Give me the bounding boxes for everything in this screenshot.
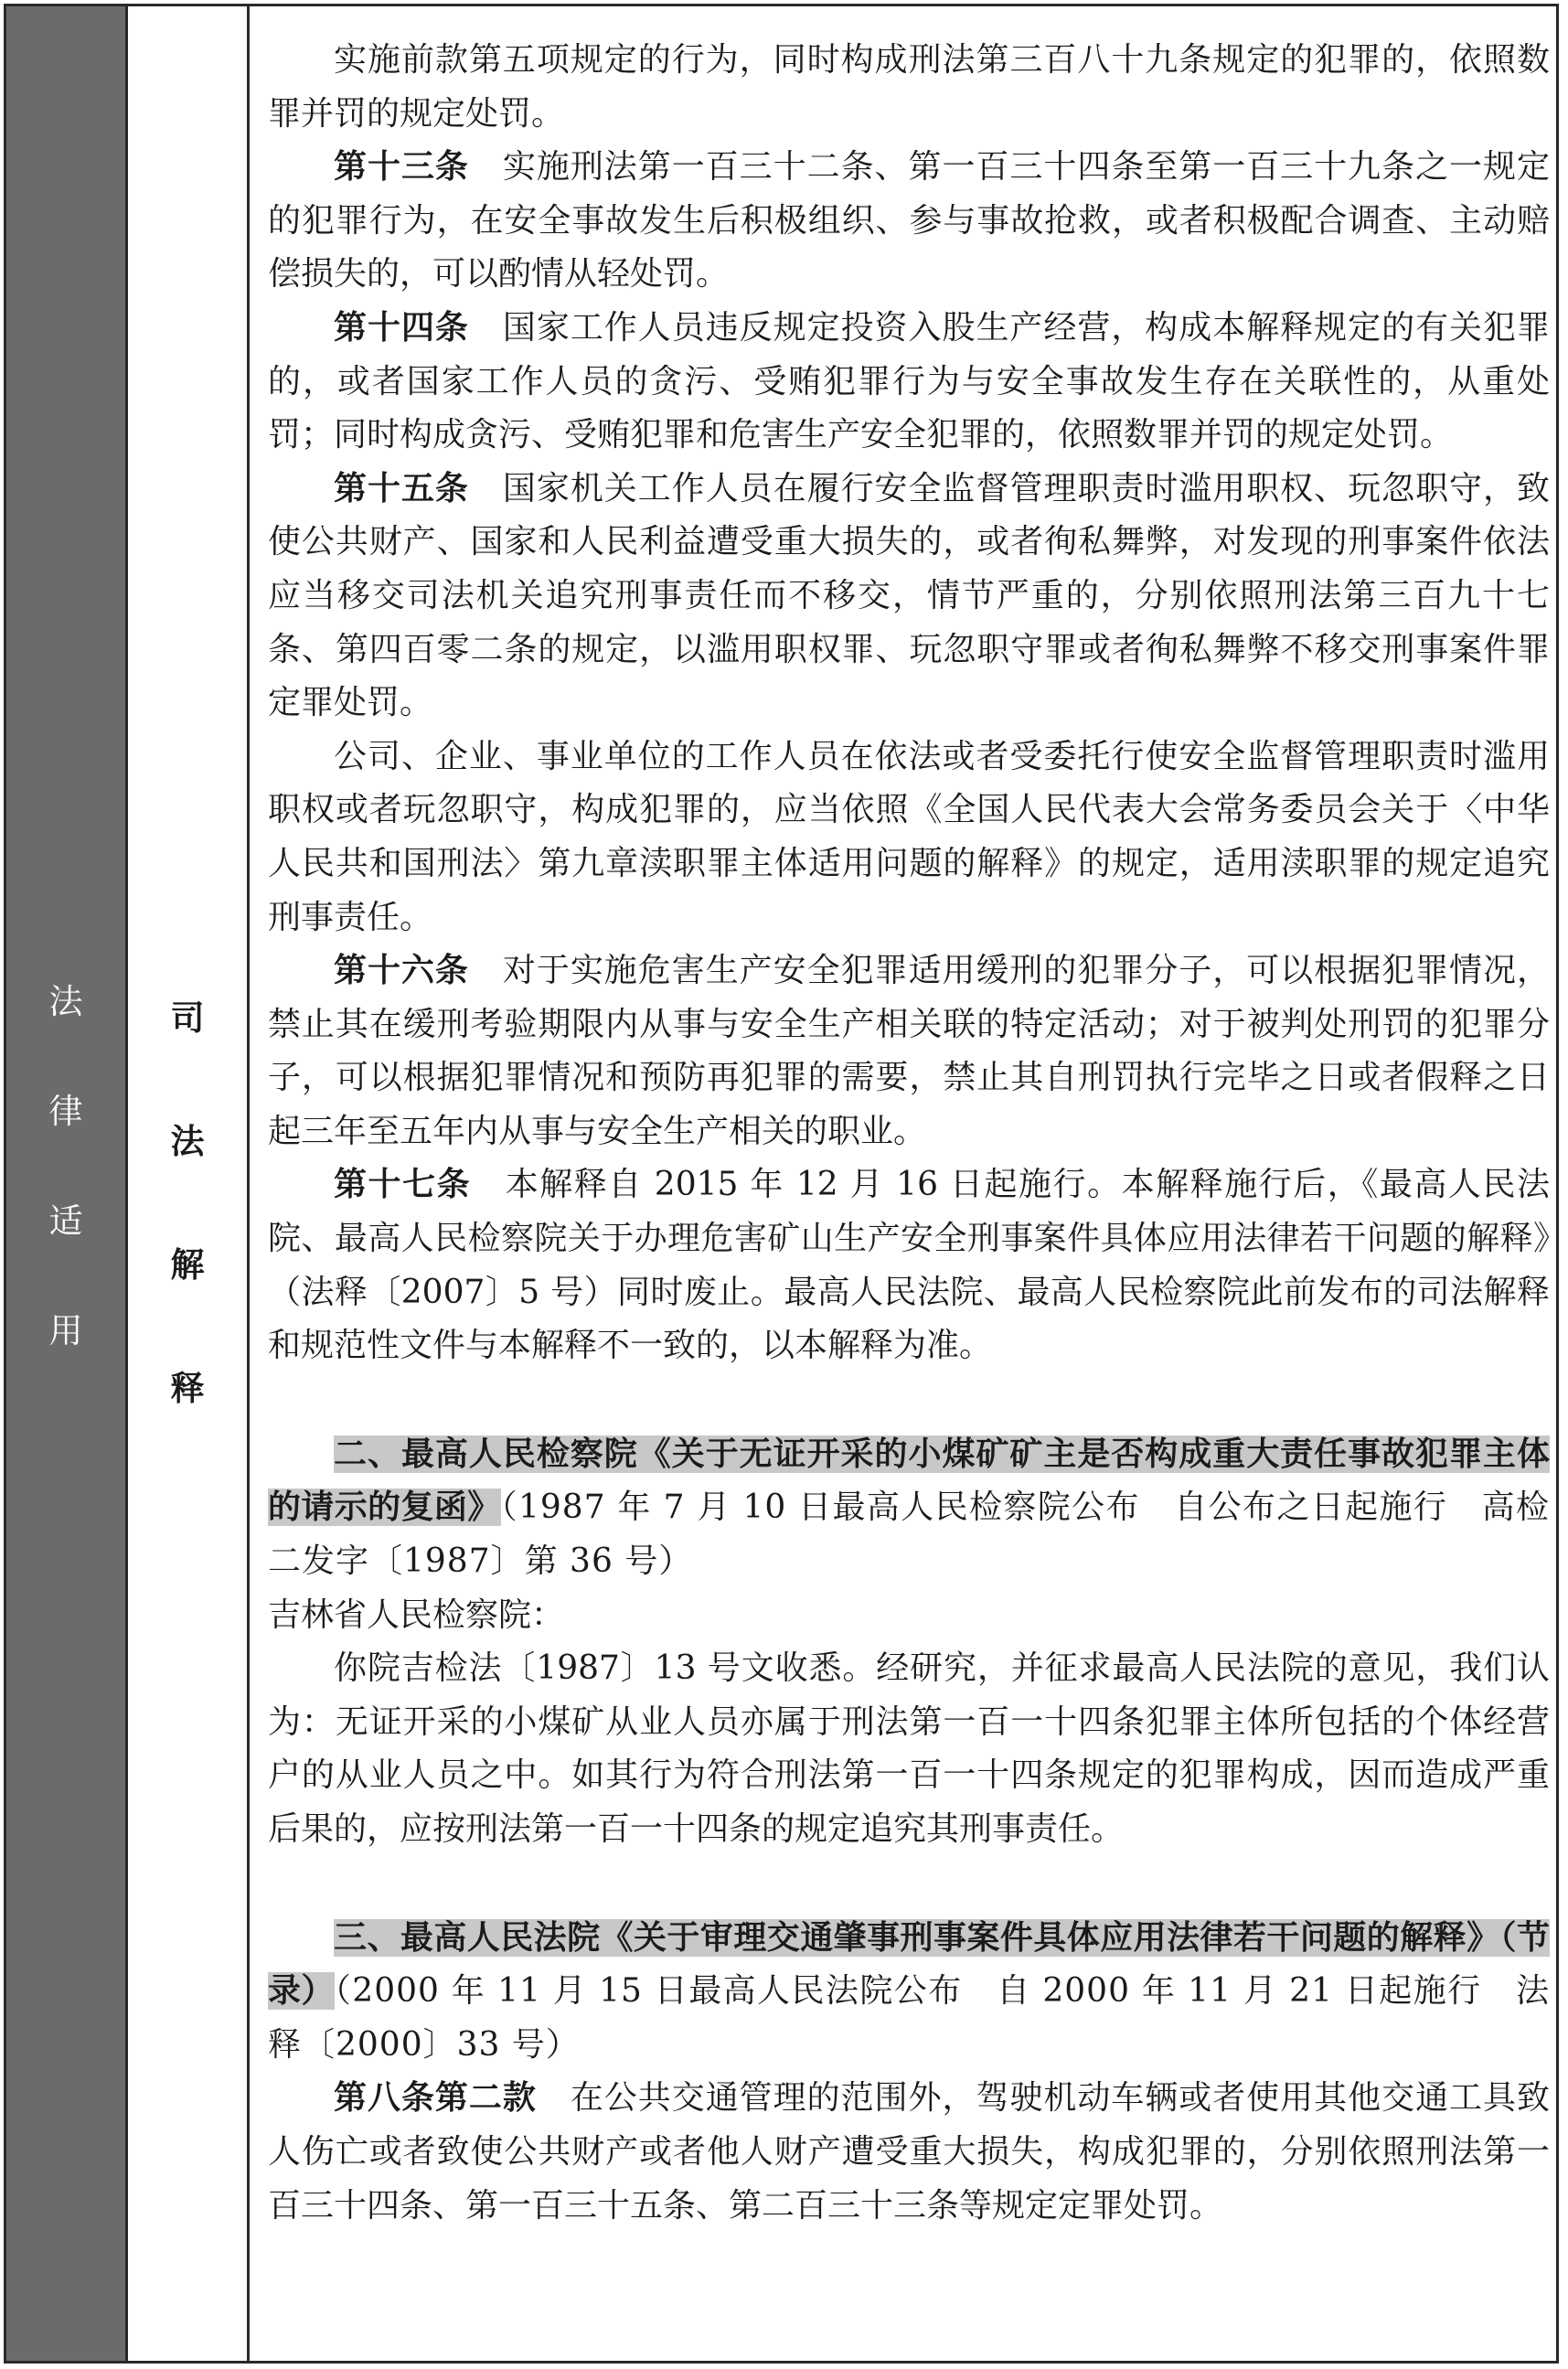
section-title: （节录） xyxy=(268,1918,1550,2011)
section-3-heading xyxy=(268,1912,1550,2073)
article-label: 第八条第二款 xyxy=(334,2079,537,2118)
article-8 xyxy=(268,2072,1550,2233)
article-text: 本解释自 2015 年 12 月 16 日起施行。本解释施行后，《最高人民法院、最高人民检察院关于办理危害矿山生产安全刑事案件具体应用法律若干问题的解释》（法释〔2007〕5 号）同时废止。最高人民法院、最高人民检察院此前发布的司法解释和规范性文件与本解释不一致的，以本解释为准。 xyxy=(268,1166,1550,1365)
paragraph: 公司、企业、事业单位的工作人员在依法或者受委托行使安全监督管理职责时滥用职权或者玩忽职守，构成犯罪的，应当依照《全国人民代表大会常务委员会关于〈中华人民共和国刑法〉第九章渎职罪主体适用问题的解释》的规定，适用渎职罪的规定追究刑事责任。 xyxy=(268,737,1550,936)
category-column xyxy=(6,6,128,2361)
category-char: 法 xyxy=(48,982,83,1021)
article-label: 第十五条 xyxy=(334,469,469,507)
subcategory-char: 解 xyxy=(170,1245,205,1285)
article-15 xyxy=(268,463,1550,731)
article-label: 第十六条 xyxy=(334,952,469,990)
subcategory-char: 法 xyxy=(170,1122,205,1161)
article-17 xyxy=(268,1158,1550,1372)
article-label: 第十四条 xyxy=(334,308,469,347)
section-gap xyxy=(268,1857,1550,1912)
article-13 xyxy=(268,141,1550,302)
section-title: 二、最高人民检察院《关于无证开采的小煤矿矿主是否构成重大责任事故犯罪 xyxy=(334,1435,1483,1473)
paragraph: 实施前款第五项规定的行为，同时构成刑法第三百八十九条规定的犯罪的，依照数罪并罚的规定处罚。 xyxy=(268,41,1550,133)
category-label xyxy=(6,977,125,1416)
article-label: 第十七条 xyxy=(334,1166,472,1204)
article-14 xyxy=(268,302,1550,463)
section-meta: （1987 年 7 月 10 日最高人民检察院公布 自公布之日起施行 高检二发字〔1987〕第 36 号） xyxy=(268,1489,1550,1581)
subcategory-char: 释 xyxy=(170,1369,205,1408)
article-text: 国家机关工作人员在履行安全监督管理职责时滥用职权、玩忽职守，致使公共财产、国家和人民利益遭受重大损失的，或者徇私舞弊，对发现的刑事案件依法应当移交司法机关追究刑事责任而不移交，情节严重的，分别依照刑法第三百九十七条、第四百零二条的规定，以滥用职权罪、玩忽职守罪或者徇私舞弊不移交刑事案件罪定罪处罚。 xyxy=(268,469,1550,722)
article-label: 第十三条 xyxy=(334,148,469,187)
section-gap xyxy=(268,1373,1550,1428)
paragraph: 你院吉检法〔1987〕13 号文收悉。经研究，并征求最高人民法院的意见，我们认为：无证开采的小煤矿从业人员亦属于刑法第一百一十四条犯罪主体所包括的个体经营户的从业人员之中。如其行为符合刑法第一百一十四条规定的犯罪构成，因而造成严重后果的，应按刑法第一百一十四条的规定追究其刑事责任。 xyxy=(268,1649,1550,1848)
article-text: 对于实施危害生产安全犯罪适用缓刑的犯罪分子，可以根据犯罪情况，禁止其在缓刑考验期限内从事与安全生产相关联的特定活动；对于被判处刑罚的犯罪分子，可以根据犯罪情况和预防再犯罪的需要，禁止其自刑罚执行完毕之日或者假释之日起三年至五年内从事与安全生产相关的职业。 xyxy=(268,952,1550,1150)
subcategory-label xyxy=(128,994,247,1488)
category-char: 适 xyxy=(48,1201,83,1241)
section-2-heading xyxy=(268,1428,1550,1589)
article-text: 实施刑法第一百三十二条、第一百三十四条至第一百三十九条之一规定的犯罪行为，在安全事故发生后积极组织、参与事故抢救，或者积极配合调查、主动赔偿损失的，可以酌情从轻处罚。 xyxy=(268,148,1550,293)
article-16 xyxy=(268,944,1550,1158)
article-text: 国家工作人员违反规定投资入股生产经营，构成本解释规定的有关犯罪的，或者国家工作人员的贪污、受贿犯罪行为与安全事故发生存在关联性的，从重处罚；同时构成贪污、受贿犯罪和危害生产安全犯罪的，依照数罪并罚的规定处罚。 xyxy=(268,308,1550,454)
category-char: 律 xyxy=(48,1092,83,1131)
section-title: 三、最高人民法院《关于审理交通肇事刑事案件具体应用法律若干问题的解释》 xyxy=(334,1918,1500,1957)
subcategory-char: 司 xyxy=(170,998,205,1038)
addressee: 吉林省人民检察院： xyxy=(268,1595,565,1634)
subcategory-column xyxy=(128,6,250,2361)
section-meta: （2000 年 11 月 15 日最高人民法院公布 自 2000 年 11 月 21 日起施行 法释〔2000〕33 号） xyxy=(268,1972,1550,2064)
category-char: 用 xyxy=(48,1311,83,1350)
section-title: 主体的请示的复函》 xyxy=(268,1435,1550,1527)
article-text: 在公共交通管理的范围外，驾驶机动车辆或者使用其他交通工具致人伤亡或者致使公共财产或者他人财产遭受重大损失，构成犯罪的，分别依照刑法第一百三十四条、第一百三十五条、第二百三十三条等规定定罪处罚。 xyxy=(268,2079,1550,2225)
document-table xyxy=(4,4,1559,2364)
content-area xyxy=(268,34,1550,2233)
